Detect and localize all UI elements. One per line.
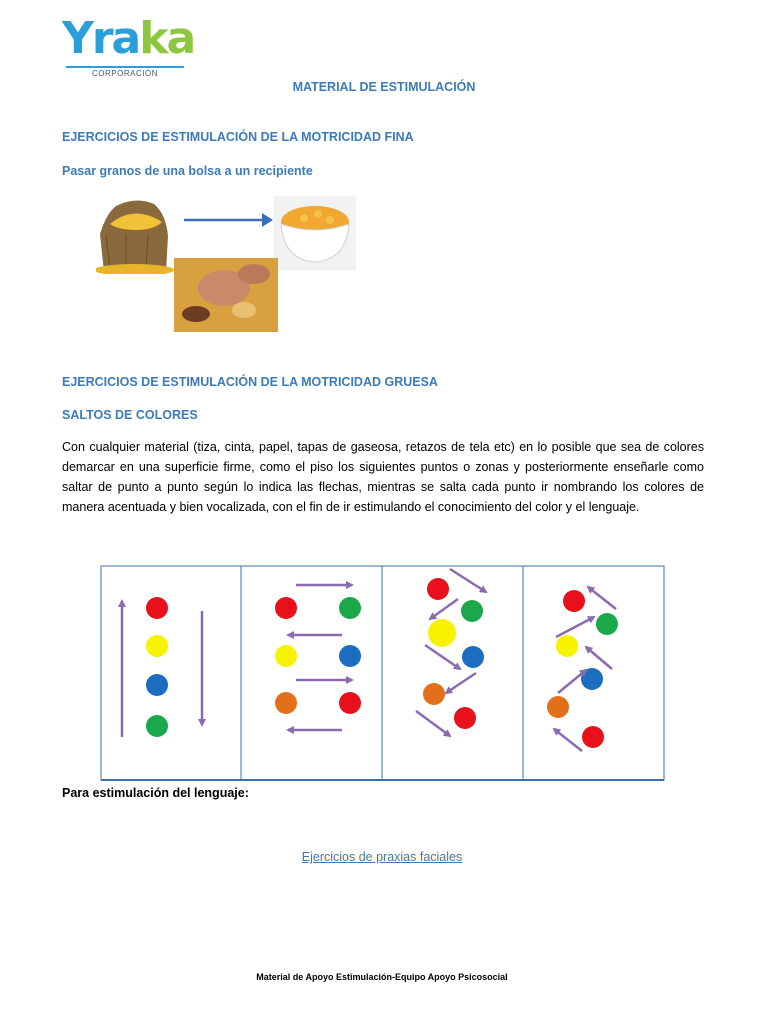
logo-underline bbox=[66, 66, 184, 68]
activity-heading-gross: SALTOS DE COLORES bbox=[62, 408, 198, 422]
instructions-paragraph: Con cualquier material (tiza, cinta, papel, tapas de gaseosa, retazos de tela etc) en lo posible que sea de colores demarcar en una superficie firme, como el piso los siguientes puntos o zonas y posteriormente enseñarle como saltar de punto a punto según lo indica las flechas, mientras se salta cada punto ir nombrando los colores de manera acentuada y bien vocalizada, con el fin de ir estimulando el conocimiento del color y el lenguaje. bbox=[62, 440, 704, 514]
logo-subtitle: CORPORACIÓN bbox=[92, 69, 158, 78]
page-footer: Material de Apoyo Estimulación-Equipo Apoyo Psicosocial bbox=[256, 972, 508, 982]
bowl-of-grains-image bbox=[274, 196, 356, 270]
section-heading-fine: EJERCICIOS DE ESTIMULACIÓN DE LA MOTRICIDAD FINA bbox=[62, 130, 414, 144]
hand-picking-grains-image bbox=[174, 258, 278, 332]
company-logo bbox=[62, 13, 195, 80]
diagram-panel-2 bbox=[275, 585, 361, 730]
right-arrow-icon bbox=[182, 210, 274, 230]
section-heading-gross: EJERCICIOS DE ESTIMULACIÓN DE LA MOTRICIDAD GRUESA bbox=[62, 375, 438, 389]
sack-of-grains-image bbox=[96, 194, 174, 274]
diagram-panel-3 bbox=[416, 569, 486, 736]
language-label: Para estimulación del lenguaje: bbox=[62, 786, 249, 800]
diagram-panel-1 bbox=[122, 597, 202, 737]
activity-heading-fine: Pasar granos de una bolsa a un recipiente bbox=[62, 164, 313, 178]
diagram-panel-4 bbox=[547, 587, 618, 751]
page-title: MATERIAL DE ESTIMULACIÓN bbox=[292, 80, 476, 94]
praxias-link[interactable]: Ejercicios de praxias faciales bbox=[301, 850, 463, 864]
color-jumps-diagram bbox=[100, 565, 666, 783]
logo-wordmark: Yraka bbox=[62, 13, 195, 64]
